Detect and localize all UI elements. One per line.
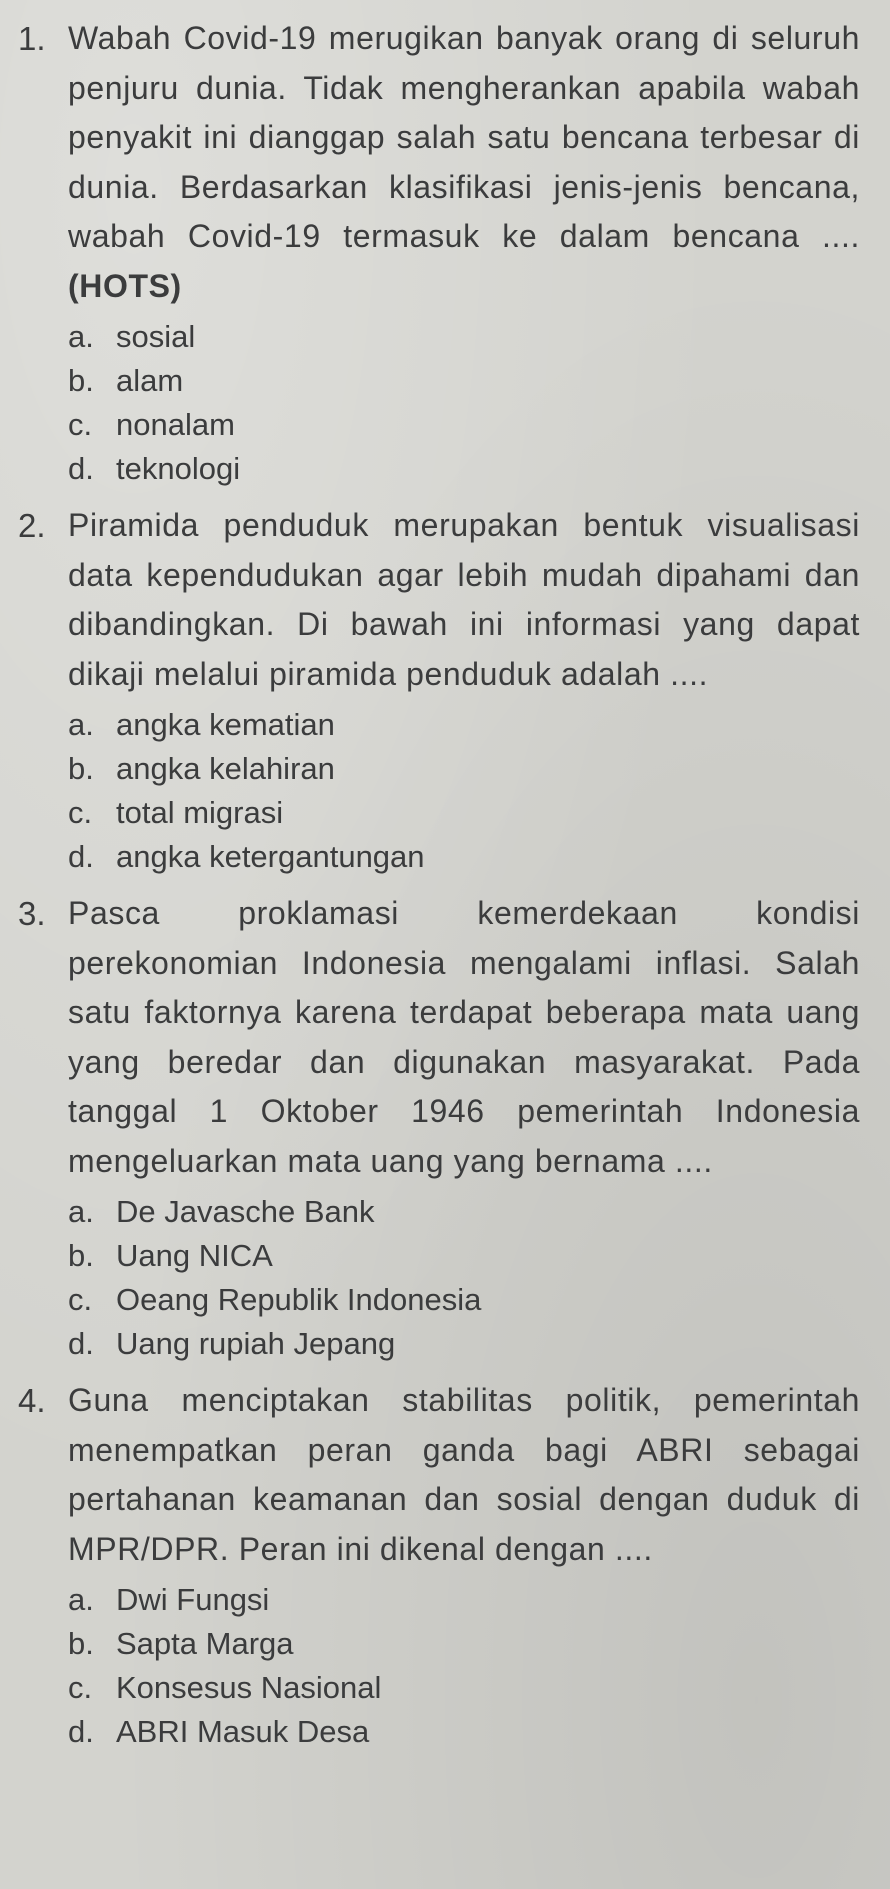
option-letter: b. xyxy=(68,1626,94,1661)
option-c[interactable] xyxy=(68,1666,860,1710)
question-2 xyxy=(18,501,860,879)
question-stem: Guna menciptakan stabilitas politik, pemerintah menempatkan peran ganda bagi ABRI sebagai pertahanan keamanan dan sosial dengan duduk di MPR/DPR. Peran ini dikenal dengan .... xyxy=(68,1382,860,1567)
option-text: angka kematian xyxy=(116,707,335,742)
option-d[interactable] xyxy=(68,447,860,491)
question-stem: Pasca proklamasi kemerdekaan kondisi perekonomian Indonesia mengalami inflasi. Salah satu faktornya karena terdapat beberapa mata uang yang beredar dan digunakan masyarakat. Pada tanggal 1 Oktober 1946 pemerintah Indonesia mengeluarkan mata uang yang bernama .... xyxy=(68,895,860,1179)
question-text xyxy=(68,1376,860,1574)
option-a[interactable] xyxy=(68,315,860,359)
option-a[interactable] xyxy=(68,1190,860,1234)
option-text: angka ketergantungan xyxy=(116,839,425,874)
question-3 xyxy=(18,889,860,1366)
option-text: ABRI Masuk Desa xyxy=(116,1714,370,1749)
question-stem: Wabah Covid-19 merugikan banyak orang di seluruh penjuru dunia. Tidak mengherankan apabila wabah penyakit ini dianggap salah satu bencana terbesar di dunia. Berdasarkan klasifikasi jenis-jenis bencana, wabah Covid-19 termasuk ke dalam bencana .... xyxy=(68,20,860,254)
question-1 xyxy=(18,14,860,491)
option-letter: a. xyxy=(68,707,94,742)
option-text: Uang NICA xyxy=(116,1238,273,1273)
option-c[interactable] xyxy=(68,791,860,835)
option-text: Uang rupiah Jepang xyxy=(116,1326,396,1361)
option-letter: c. xyxy=(68,407,93,442)
option-text: alam xyxy=(116,363,184,398)
option-letter: b. xyxy=(68,751,94,786)
option-b[interactable] xyxy=(68,359,860,403)
option-letter: a. xyxy=(68,1582,94,1617)
option-letter: c. xyxy=(68,1670,93,1705)
option-text: Konsesus Nasional xyxy=(116,1670,382,1705)
option-d[interactable] xyxy=(68,1710,860,1754)
question-stem: Piramida penduduk merupakan bentuk visualisasi data kependudukan agar lebih mudah dipahami dan dibandingkan. Di bawah ini informasi yang dapat dikaji melalui piramida penduduk adalah .... xyxy=(68,507,860,692)
option-c[interactable] xyxy=(68,1278,860,1322)
option-b[interactable] xyxy=(68,747,860,791)
question-text xyxy=(68,889,860,1186)
option-text: Oeang Republik Indonesia xyxy=(116,1282,482,1317)
option-d[interactable] xyxy=(68,835,860,879)
option-text: teknologi xyxy=(116,451,241,486)
option-letter: d. xyxy=(68,1714,94,1749)
answer-options xyxy=(68,315,860,491)
question-text xyxy=(68,501,860,699)
question-number: 4. xyxy=(18,1382,46,1419)
option-text: De Javasche Bank xyxy=(116,1194,375,1229)
option-text: angka kelahiran xyxy=(116,751,335,786)
option-a[interactable] xyxy=(68,703,860,747)
option-text: Sapta Marga xyxy=(116,1626,294,1661)
option-letter: d. xyxy=(68,839,94,874)
option-c[interactable] xyxy=(68,403,860,447)
option-text: sosial xyxy=(116,319,196,354)
option-text: Dwi Fungsi xyxy=(116,1582,270,1617)
answer-options xyxy=(68,1190,860,1366)
option-a[interactable] xyxy=(68,1578,860,1622)
option-text: nonalam xyxy=(116,407,235,442)
question-text xyxy=(68,14,860,311)
option-letter: d. xyxy=(68,1326,94,1361)
option-b[interactable] xyxy=(68,1622,860,1666)
option-letter: c. xyxy=(68,1282,93,1317)
option-letter: c. xyxy=(68,795,93,830)
hots-tag: (HOTS) xyxy=(68,267,182,304)
answer-options xyxy=(68,703,860,879)
option-letter: a. xyxy=(68,1194,94,1229)
option-letter: a. xyxy=(68,319,94,354)
option-d[interactable] xyxy=(68,1322,860,1366)
option-text: total migrasi xyxy=(116,795,284,830)
question-number: 3. xyxy=(18,895,46,932)
option-b[interactable] xyxy=(68,1234,860,1278)
option-letter: d. xyxy=(68,451,94,486)
question-4 xyxy=(18,1376,860,1754)
question-number: 1. xyxy=(18,20,46,57)
answer-options xyxy=(68,1578,860,1754)
option-letter: b. xyxy=(68,1238,94,1273)
question-number: 2. xyxy=(18,507,46,544)
option-letter: b. xyxy=(68,363,94,398)
